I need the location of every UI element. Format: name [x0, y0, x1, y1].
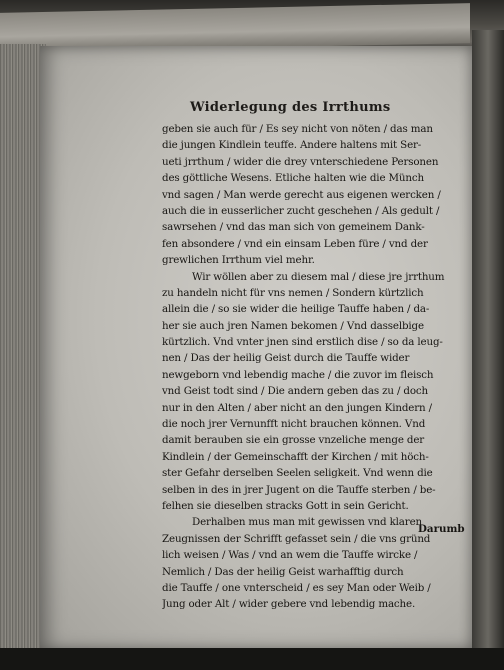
text-line: fen absondere / vnd ein einsam Leben füre / vnd der	[162, 237, 428, 250]
text-line: Zeugnissen der Schrifft gefasset sein / die vns gründ	[162, 532, 431, 545]
text-line: allein die / so sie wider die heilige Tauffe haben / da-	[162, 303, 430, 316]
text-line: die noch jrer Vernunfft nicht brauchen können. Vnd	[162, 418, 426, 431]
text-line: auch die in eusserlicher zucht geschehen / Als gedult /	[162, 204, 440, 217]
text-line: nen / Das der heilig Geist durch die Tauffe wider	[162, 352, 410, 365]
text-line: Derhalben mus man mit gewissen vnd klaren	[192, 516, 422, 529]
text-line: vnd Geist todt sind / Die andern geben das zu / doch	[162, 385, 428, 398]
text-line: damit berauben sie ein grosse vnzeliche menge der	[162, 434, 425, 447]
text-line: zu handeln nicht für vns nemen / Sondern kürtzlich	[162, 286, 424, 299]
text-line: des göttliche Wesens. Etliche halten wie die Münch	[162, 172, 424, 185]
text-line: nur in den Alten / aber nicht an den jungen Kindern /	[162, 401, 432, 414]
body-text	[162, 121, 460, 613]
catchword: Darumb	[418, 523, 465, 535]
text-line: die jungen Kindlein teuffe. Andere haltens mit Ser-	[162, 139, 422, 152]
text-line: newgeborn vnd lebendig mache / die zuvor im fleisch	[162, 368, 434, 381]
text-line: felhen sie dieselben stracks Gott in sein Gericht.	[162, 499, 409, 512]
text-line: Nemlich / Das der heilig Geist warhafftig durch	[162, 565, 404, 578]
running-head: Widerlegung des Irrthums	[190, 100, 391, 115]
text-line: geben sie auch für / Es sey nicht von nöten / das man	[162, 123, 433, 135]
text-line: Kindlein / der Gemeinschafft der Kirchen / mit höch-	[162, 450, 429, 463]
text-line: kürtzlich. Vnd vnter jnen sind erstlich dise / so da leug-	[162, 336, 443, 349]
text-line: ueti jrrthum / wider die drey vnterschiedene Personen	[162, 155, 439, 168]
right-gutter-shadow	[472, 30, 504, 670]
text-line: ster Gefahr derselben Seelen seligkeit. Vnd wenn die	[162, 467, 433, 480]
bottom-shadow	[0, 648, 504, 670]
text-line: lich weisen / Was / vnd an wem die Tauffe wircke /	[162, 549, 418, 562]
text-line: selben in des in jrer Jugent on die Tauffe sterben / be-	[162, 483, 436, 496]
text-line: grewlichen Irrthum viel mehr.	[162, 254, 315, 267]
text-line: die Tauffe / one vnterscheid / es sey Man oder Weib /	[162, 581, 431, 594]
text-line: Jung oder Alt / wider gebere vnd lebendig mache.	[162, 598, 416, 611]
text-line: Wir wöllen aber zu diesem mal / diese jre jrrthum	[192, 270, 445, 283]
text-line: vnd sagen / Man werde gerecht aus eigenen wercken /	[162, 188, 441, 201]
text-line: her sie auch jren Namen bekomen / Vnd dasselbige	[162, 319, 424, 332]
text-line: sawrsehen / vnd das man sich von gemeinem Dank-	[162, 221, 425, 234]
